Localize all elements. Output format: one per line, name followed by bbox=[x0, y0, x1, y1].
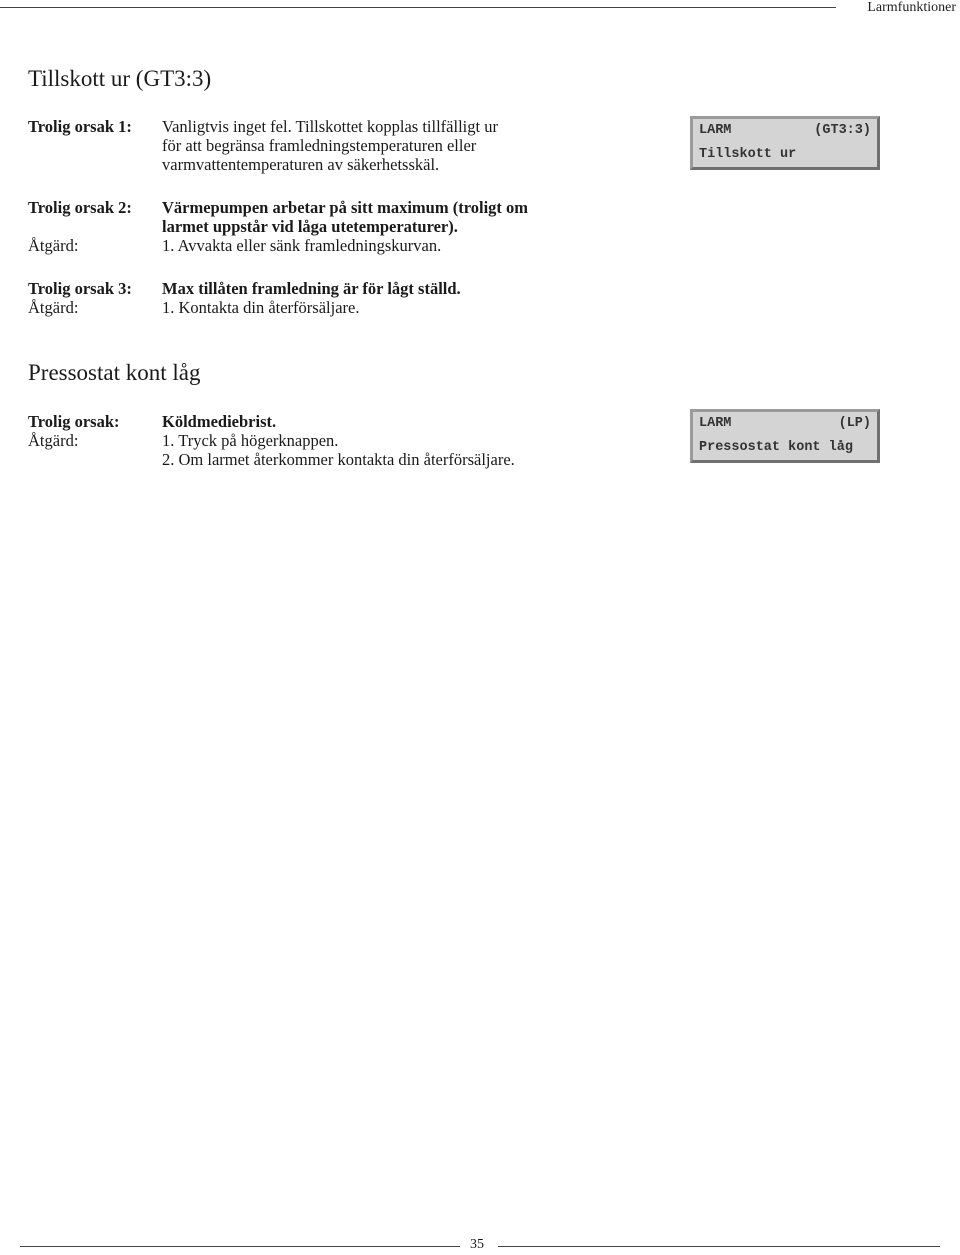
cause-1-line-2: för att begränsa framledningstemperaturen eller bbox=[162, 136, 477, 155]
lcd-line-1-left: LARM bbox=[699, 123, 732, 138]
cause-1-line-3: varmvattentemperaturen av säkerhetsskäl. bbox=[162, 155, 440, 174]
lcd-display-lp bbox=[690, 409, 880, 463]
cause-2-action-label: Åtgärd: bbox=[28, 236, 79, 255]
section-title-pressostat: Pressostat kont låg bbox=[28, 360, 201, 385]
pressostat-action-label: Åtgärd: bbox=[28, 431, 79, 450]
lcd-line-1-right: (GT3:3) bbox=[814, 123, 871, 138]
lcd-display-gt33 bbox=[690, 116, 880, 170]
footer-rule-right bbox=[498, 1246, 940, 1247]
cause-2-action: 1. Avvakta eller sänk framledningskurvan. bbox=[162, 236, 442, 255]
lcd-line-2: Pressostat kont låg bbox=[699, 440, 853, 455]
page-number: 35 bbox=[470, 1237, 484, 1252]
cause-2-line-1: Värmepumpen arbetar på sitt maximum (troligt om bbox=[162, 198, 529, 217]
lcd-line-1-right: (LP) bbox=[838, 416, 871, 431]
cause-3-label: Trolig orsak 3: bbox=[28, 279, 132, 298]
pressostat-action-1: 1. Tryck på högerknappen. bbox=[162, 431, 339, 450]
running-header: Larmfunktioner bbox=[867, 0, 956, 15]
header-rule bbox=[0, 7, 836, 8]
cause-2-label: Trolig orsak 2: bbox=[28, 198, 132, 217]
cause-3-action: 1. Kontakta din återförsäljare. bbox=[162, 298, 360, 317]
cause-1-label: Trolig orsak 1: bbox=[28, 117, 132, 136]
pressostat-action-2: 2. Om larmet återkommer kontakta din återförsäljare. bbox=[162, 450, 515, 469]
pressostat-cause-label: Trolig orsak: bbox=[28, 412, 120, 431]
section-title-tillskott: Tillskott ur (GT3:3) bbox=[28, 66, 212, 91]
lcd-line-1-left: LARM bbox=[699, 416, 732, 431]
cause-3-action-label: Åtgärd: bbox=[28, 298, 79, 317]
lcd-line-2: Tillskott ur bbox=[699, 147, 797, 162]
cause-3-text: Max tillåten framledning är för lågt ställd. bbox=[162, 279, 461, 298]
pressostat-cause-text: Köldmediebrist. bbox=[162, 412, 277, 431]
cause-2-line-2: larmet uppstår vid låga utetemperaturer). bbox=[162, 217, 458, 236]
cause-1-line-1: Vanligtvis inget fel. Tillskottet kopplas tillfälligt ur bbox=[162, 117, 498, 136]
footer-rule-left bbox=[20, 1246, 460, 1247]
